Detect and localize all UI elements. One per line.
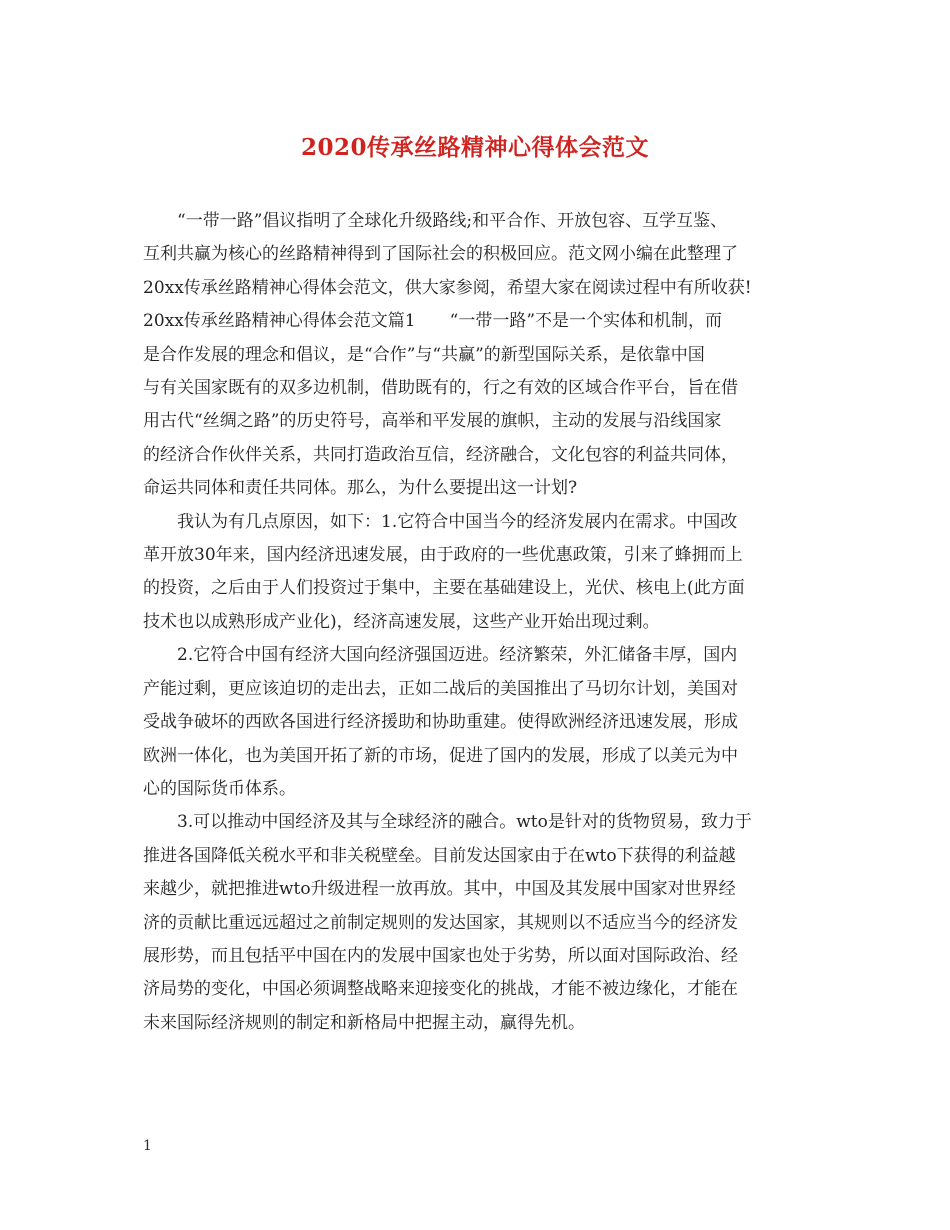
text-line: 济局势的变化，中国必须调整战略来迎接变化的挑战，才能不被边缘化，才能在 — [143, 979, 738, 1000]
text-line: 我认为有几点原因，如下：1.它符合中国当今的经济发展内在需求。中国改 — [177, 511, 738, 532]
text-line: 是合作发展的理念和倡议，是“合作”与“共赢”的新型国际关系，是依靠中国 — [143, 344, 705, 365]
text-line: 互利共赢为核心的丝路精神得到了国际社会的积极回应。范文网小编在此整理了 — [143, 244, 738, 265]
text-line: 的投资，之后由于人们投资过于集中，主要在基础建设上，光伏、核电上(此方面 — [143, 578, 745, 599]
text-line: 与有关国家既有的双多边机制，借助既有的，行之有效的区域合作平台，旨在借 — [143, 378, 738, 399]
document-body — [143, 205, 811, 1040]
paragraph — [143, 806, 811, 1040]
text-line: 欧洲一体化，也为美国开拓了新的市场，促进了国内的发展，形成了以美元为中 — [143, 745, 738, 766]
paragraph — [143, 205, 811, 506]
text-line: 20xx传承丝路精神心得体会范文，供大家参阅，希望大家在阅读过程中有所收获! — [143, 277, 752, 298]
text-line: 来越少，就把推进wto升级进程一放再放。其中，中国及其发展中国家对世界经 — [143, 879, 736, 900]
text-line: 济的贡献比重远远超过之前制定规则的发达国家，其规则以不适应当今的经济发 — [143, 912, 738, 933]
text-line: 3.可以推动中国经济及其与全球经济的融合。wto是针对的货物贸易，致力于 — [177, 812, 752, 833]
text-line: “一带一路”倡议指明了全球化升级路线;和平合作、开放包容、互学互鉴、 — [177, 211, 728, 231]
text-line: 20xx传承丝路精神心得体会范文篇1 “一带一路”不是一个实体和机制，而 — [143, 311, 723, 332]
text-line: 技术也以成熟形成产业化)，经济高速发展，这些产业开始出现过剩。 — [143, 611, 660, 632]
paragraph — [143, 639, 811, 806]
text-line: 2.它符合中国有经济大国向经济强国迈进。经济繁荣，外汇储备丰厚，国内 — [177, 645, 738, 666]
page-number: 1 — [143, 1138, 152, 1154]
text-line: 心的国际货币体系。 — [143, 778, 296, 799]
text-line: 产能过剩，更应该迫切的走出去，正如二战后的美国推出了马切尔计划，美国对 — [143, 678, 738, 699]
text-line: 的经济合作伙伴关系，共同打造政治互信，经济融合，文化包容的利益共同体， — [143, 444, 738, 465]
page-title: 2020传承丝路精神心得体会范文 — [300, 134, 649, 161]
text-line: 推进各国降低关税水平和非关税壁垒。目前发达国家由于在wto下获得的利益越 — [143, 845, 736, 866]
paragraph — [143, 506, 811, 640]
text-line: 革开放30年来，国内经济迅速发展，由于政府的一些优惠政策，引来了蜂拥而上 — [143, 545, 743, 566]
text-line: 受战争破坏的西欧各国进行经济援助和协助重建。使得欧洲经济迅速发展，形成 — [143, 712, 738, 733]
text-line: 展形势，而且包括平中国在内的发展中国家也处于劣势，所以面对国际政治、经 — [143, 945, 738, 966]
text-line: 命运共同体和责任共同体。那么，为什么要提出这一计划? — [143, 478, 578, 499]
text-line: 用古代“丝绸之路”的历史符号，高举和平发展的旗帜，主动的发展与沿线国家 — [143, 411, 722, 432]
text-line: 未来国际经济规则的制定和新格局中把握主动，赢得先机。 — [143, 1012, 585, 1033]
